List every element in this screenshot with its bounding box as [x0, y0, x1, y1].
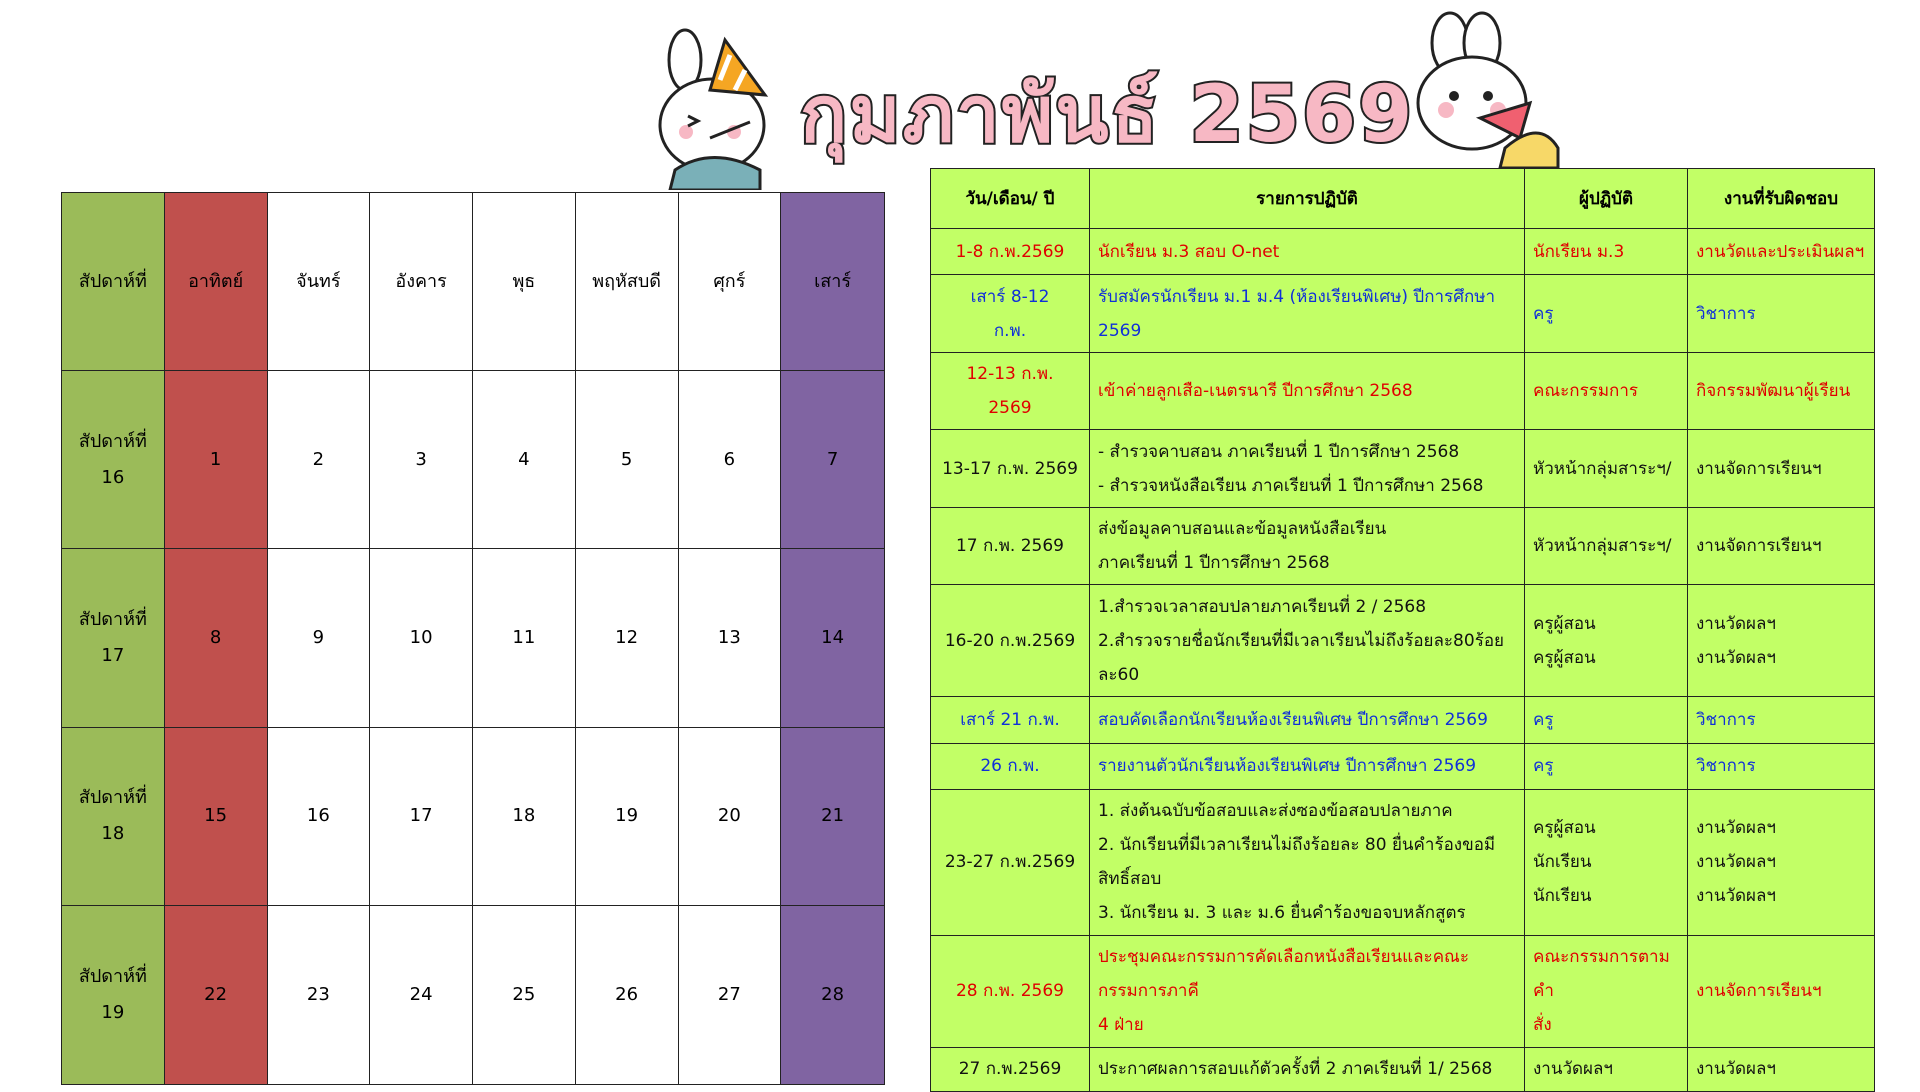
cell-line: รายงานตัวนักเรียนห้องเรียนพิเศษ ปีการศึกษา 2569: [1098, 756, 1477, 777]
schedule-performer-cell: [1525, 229, 1688, 275]
schedule-row: [931, 585, 1875, 697]
cell-line: ประชุมคณะกรรมการคัดเลือกหนังสือเรียนและคณะกรรมการภาคี: [1098, 947, 1469, 1002]
schedule-date-cell: [931, 352, 1090, 430]
schedule-task-cell: [1090, 743, 1525, 789]
schedule-task-cell: [1090, 585, 1525, 697]
day-cell: 18: [473, 728, 576, 906]
schedule-row: [931, 789, 1875, 935]
cell-line: งานวัดผลฯ: [1696, 818, 1776, 839]
cell-line: งานจัดการเรียนฯ: [1696, 458, 1822, 479]
cell-line: งานจัดการเรียนฯ: [1696, 981, 1822, 1002]
day-cell: 26: [576, 906, 679, 1084]
cell-line: 26 ก.พ.: [980, 756, 1040, 777]
schedule-task-cell: [1090, 789, 1525, 935]
cell-line: วิชาการ: [1696, 303, 1756, 324]
day-cell: 3: [370, 371, 473, 549]
cell-line: ครูผู้สอน: [1533, 647, 1596, 668]
cell-line: - สำรวจหนังสือเรียน ภาคเรียนที่ 1 ปีการศึกษา 2568: [1098, 475, 1484, 496]
cell-line: ก.พ.: [993, 320, 1027, 341]
header-department: งานที่รับผิดชอบ: [1688, 169, 1875, 229]
cell-line: คณะกรรมการตามคำ: [1533, 947, 1670, 1002]
cell-line: นักเรียน ม.3: [1533, 241, 1625, 262]
schedule-date-cell: [931, 935, 1090, 1047]
cell-line: 13-17 ก.พ. 2569: [942, 458, 1078, 479]
schedule-date-cell: [931, 697, 1090, 743]
calendar-header-tuesday: อังคาร: [370, 193, 473, 371]
cell-line: 17 ก.พ. 2569: [955, 536, 1064, 557]
schedule-date-cell: [931, 1047, 1090, 1091]
day-cell: 5: [576, 371, 679, 549]
day-cell: 28: [781, 906, 884, 1084]
cell-line: 12-13 ก.พ.: [966, 364, 1054, 385]
schedule-performer-cell: [1525, 935, 1688, 1047]
calendar-header-friday: ศุกร์: [679, 193, 782, 371]
day-cell: 16: [268, 728, 371, 906]
day-cell: 20: [679, 728, 782, 906]
schedule-date-cell: [931, 789, 1090, 935]
schedule-performer-cell: [1525, 275, 1688, 353]
cell-line: เข้าค่ายลูกเสือ-เนตรนารี ปีการศึกษา 2568: [1098, 381, 1413, 402]
bunny-party-horn-icon: [1410, 8, 1560, 168]
calendar-header-monday: จันทร์: [268, 193, 371, 371]
day-cell: 22: [165, 906, 268, 1084]
header-performer: ผู้ปฏิบัติ: [1525, 169, 1688, 229]
day-cell: 17: [370, 728, 473, 906]
day-cell: 7: [781, 371, 884, 549]
schedule-task-cell: [1090, 507, 1525, 585]
schedule-row: [931, 935, 1875, 1047]
cell-line: 1.สำรวจเวลาสอบปลายภาคเรียนที่ 2 / 2568: [1098, 596, 1427, 617]
day-cell: 25: [473, 906, 576, 1084]
cell-line: 23-27 ก.พ.2569: [944, 852, 1076, 873]
schedule-department-cell: [1688, 1047, 1875, 1091]
calendar-header-saturday: เสาร์: [781, 193, 884, 371]
cell-line: ครู: [1533, 303, 1554, 324]
schedule-performer-cell: [1525, 430, 1688, 508]
schedule-department-cell: [1688, 789, 1875, 935]
schedule-row: [931, 229, 1875, 275]
cell-line: 28 ก.พ. 2569: [955, 981, 1064, 1002]
schedule-row: [931, 352, 1875, 430]
calendar-header-thursday: พฤหัสบดี: [576, 193, 679, 371]
schedule-date-cell: [931, 743, 1090, 789]
schedule-performer-cell: [1525, 743, 1688, 789]
calendar-grid: [61, 192, 885, 1085]
day-cell: 14: [781, 549, 884, 727]
schedule-row: [931, 743, 1875, 789]
schedule-date-cell: [931, 430, 1090, 508]
cell-line: สั่ง: [1533, 1015, 1552, 1036]
schedule-department-cell: [1688, 585, 1875, 697]
schedule-department-cell: [1688, 430, 1875, 508]
cell-line: เสาร์ 8-12: [970, 286, 1050, 307]
schedule-department-cell: [1688, 935, 1875, 1047]
day-cell: 13: [679, 549, 782, 727]
day-cell: 11: [473, 549, 576, 727]
schedule-task-cell: [1090, 935, 1525, 1047]
week-label: สัปดาห์ที่ 19: [62, 906, 165, 1084]
cell-line: สอบคัดเลือกนักเรียนห้องเรียนพิเศษ ปีการศึกษา 2569: [1098, 709, 1488, 730]
cell-line: หัวหน้ากลุ่มสาระฯ/: [1533, 458, 1672, 479]
schedule-performer-cell: [1525, 585, 1688, 697]
cell-line: ส่งข้อมูลคาบสอนและข้อมูลหนังสือเรียน: [1098, 519, 1387, 540]
schedule-department-cell: [1688, 697, 1875, 743]
schedule-task-cell: [1090, 352, 1525, 430]
calendar-header-week: สัปดาห์ที่: [62, 193, 165, 371]
schedule-department-cell: [1688, 229, 1875, 275]
bunny-party-hat-icon: [650, 20, 780, 190]
day-cell: 27: [679, 906, 782, 1084]
cell-line: ครู: [1533, 756, 1554, 777]
cell-line: 27 ก.พ.2569: [958, 1059, 1062, 1080]
schedule-date-cell: [931, 275, 1090, 353]
cell-line: 1-8 ก.พ.2569: [955, 241, 1065, 262]
day-cell: 4: [473, 371, 576, 549]
schedule-task-cell: [1090, 1047, 1525, 1091]
schedule-header-row: [931, 169, 1875, 229]
cell-line: คณะกรรมการ: [1533, 381, 1639, 402]
cell-line: เสาร์ 21 ก.พ.: [960, 709, 1060, 730]
schedule-department-cell: [1688, 352, 1875, 430]
cell-line: หัวหน้ากลุ่มสาระฯ/: [1533, 536, 1672, 557]
cell-line: งานวัดผลฯ: [1696, 647, 1776, 668]
day-cell: 24: [370, 906, 473, 1084]
cell-line: งานจัดการเรียนฯ: [1696, 536, 1822, 557]
schedule-performer-cell: [1525, 507, 1688, 585]
calendar-header-wednesday: พุธ: [473, 193, 576, 371]
cell-line: ครู: [1533, 709, 1554, 730]
day-cell: 2: [268, 371, 371, 549]
cell-line: ภาคเรียนที่ 1 ปีการศึกษา 2568: [1098, 553, 1330, 574]
cell-line: นักเรียน: [1533, 852, 1592, 873]
week-label: สัปดาห์ที่ 18: [62, 728, 165, 906]
schedule-department-cell: [1688, 743, 1875, 789]
header-task: รายการปฏิบัติ: [1090, 169, 1525, 229]
schedule-task-cell: [1090, 430, 1525, 508]
cell-line: กิจกรรมพัฒนาผู้เรียน: [1696, 381, 1851, 402]
day-cell: 23: [268, 906, 371, 1084]
cell-line: 16-20 ก.พ.2569: [944, 630, 1076, 651]
schedule-row: [931, 275, 1875, 353]
day-cell: 6: [679, 371, 782, 549]
schedule-performer-cell: [1525, 352, 1688, 430]
page-title: กุมภาพันธ์ 2569: [800, 70, 1415, 160]
day-cell: 12: [576, 549, 679, 727]
cell-line: 2.สำรวจรายชื่อนักเรียนที่มีเวลาเรียนไม่ถึงร้อยละ80ร้อยละ60: [1098, 630, 1504, 685]
day-cell: 9: [268, 549, 371, 727]
cell-line: ประกาศผลการสอบแก้ตัวครั้งที่ 2 ภาคเรียนที่ 1/ 2568: [1098, 1059, 1493, 1080]
schedule-date-cell: [931, 585, 1090, 697]
schedule-date-cell: [931, 229, 1090, 275]
week-label: สัปดาห์ที่ 17: [62, 549, 165, 727]
cell-line: - สำรวจคาบสอน ภาคเรียนที่ 1 ปีการศึกษา 2568: [1098, 441, 1460, 462]
schedule-row: [931, 697, 1875, 743]
day-cell: 8: [165, 549, 268, 727]
schedule-performer-cell: [1525, 697, 1688, 743]
day-cell: 1: [165, 371, 268, 549]
schedule-performer-cell: [1525, 789, 1688, 935]
day-cell: 21: [781, 728, 884, 906]
schedule-department-cell: [1688, 507, 1875, 585]
week-label: สัปดาห์ที่ 16: [62, 371, 165, 549]
cell-line: งานวัดผลฯ: [1696, 1059, 1776, 1080]
schedule-date-cell: [931, 507, 1090, 585]
day-cell: 19: [576, 728, 679, 906]
cell-line: 3. นักเรียน ม. 3 และ ม.6 ยื่นคำร้องขอจบหลักสูตร: [1098, 903, 1466, 924]
schedule-task-cell: [1090, 275, 1525, 353]
schedule-task-cell: [1090, 697, 1525, 743]
cell-line: 1. ส่งต้นฉบับข้อสอบและส่งซองข้อสอบปลายภาค: [1098, 801, 1453, 822]
cell-line: วิชาการ: [1696, 756, 1756, 777]
cell-line: งานวัดผลฯ: [1533, 1059, 1613, 1080]
header-date: วัน/เดือน/ ปี: [931, 169, 1090, 229]
cell-line: 4 ฝ่าย: [1098, 1015, 1144, 1036]
schedule-table: [930, 168, 1875, 1092]
schedule-row: [931, 1047, 1875, 1091]
schedule-task-cell: [1090, 229, 1525, 275]
cell-line: 2. นักเรียนที่มีเวลาเรียนไม่ถึงร้อยละ 80 ยื่นคำร้องขอมีสิทธิ์สอบ: [1098, 835, 1496, 890]
schedule-performer-cell: [1525, 1047, 1688, 1091]
cell-line: 2569: [988, 398, 1032, 419]
cell-line: งานวัดผลฯ: [1696, 852, 1776, 873]
cell-line: นักเรียน: [1533, 886, 1592, 907]
cell-line: ครูผู้สอน: [1533, 818, 1596, 839]
cell-line: วิชาการ: [1696, 709, 1756, 730]
schedule-department-cell: [1688, 275, 1875, 353]
cell-line: งานวัดผลฯ: [1696, 613, 1776, 634]
day-cell: 15: [165, 728, 268, 906]
cell-line: ครูผู้สอน: [1533, 613, 1596, 634]
cell-line: งานวัดและประเมินผลฯ: [1696, 241, 1865, 262]
schedule-row: [931, 430, 1875, 508]
cell-line: รับสมัครนักเรียน ม.1 ม.4 (ห้องเรียนพิเศษ) ปีการศึกษา 2569: [1098, 286, 1496, 341]
schedule-row: [931, 507, 1875, 585]
calendar-header-sunday: อาทิตย์: [165, 193, 268, 371]
cell-line: นักเรียน ม.3 สอบ O-net: [1098, 241, 1280, 262]
day-cell: 10: [370, 549, 473, 727]
cell-line: งานวัดผลฯ: [1696, 886, 1776, 907]
